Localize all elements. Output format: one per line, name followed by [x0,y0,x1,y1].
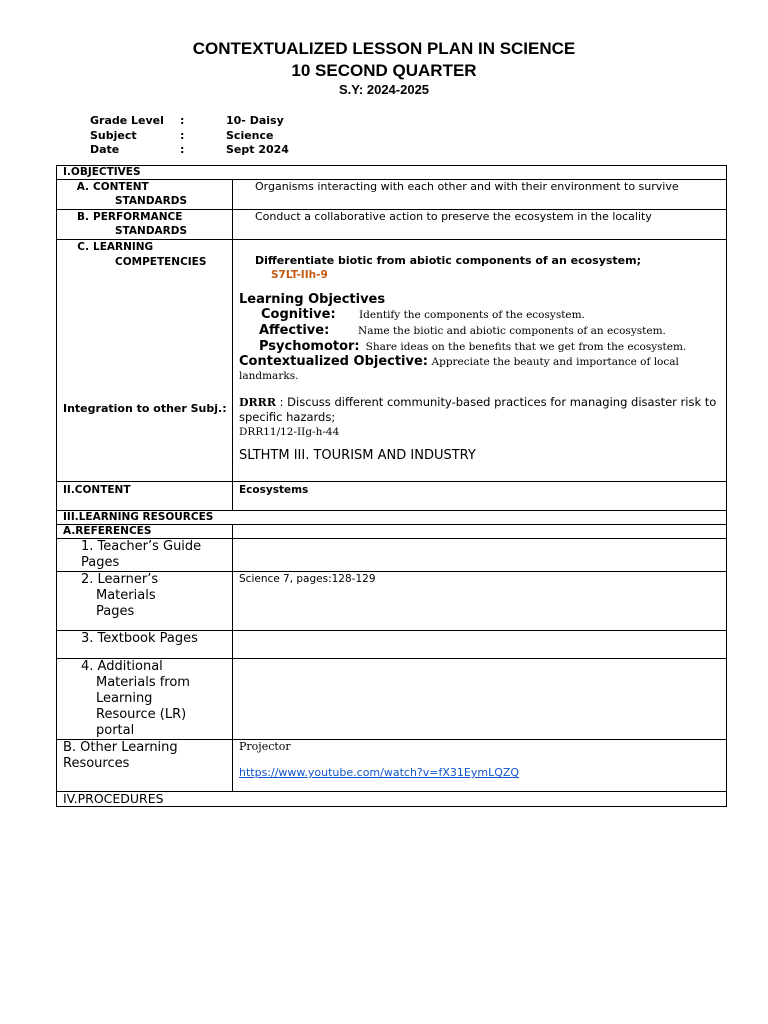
cognitive-value: Identify the components of the ecosystem. [359,309,585,321]
objectives-section-row [57,166,727,180]
meta-subject [90,129,289,144]
youtube-link[interactable]: https://www.youtube.com/watch?v=fX31EymLQZQ [239,766,520,779]
label-line: 1. Teacher’s Guide [81,539,202,554]
textbook-label: 3. Textbook Pages [57,631,233,659]
content-standards-value: Organisms interacting with each other and with their environment to survive [233,180,727,210]
additional-materials-row [57,659,727,740]
drrr-integration [239,395,720,425]
content-heading: II.CONTENT [57,482,233,511]
item-number: B. [77,211,89,223]
learners-materials-label [57,572,233,631]
textbook-row [57,631,727,659]
meta-label: Date [90,143,120,156]
psychomotor-value: Share ideas on the benefits that we get from the ecosystem. [365,341,687,353]
teachers-guide-value [233,539,727,572]
references-row [57,525,727,539]
other-resources-label [57,740,233,792]
label-line: Resource (LR) [96,707,187,722]
procedures-heading: IV.PROCEDURES [57,792,727,807]
performance-standards-row [57,210,727,240]
additional-materials-value [233,659,727,740]
school-year: S.Y: 2024-2025 [338,82,430,97]
lesson-plan-table [56,165,727,807]
content-standards-row [57,180,727,210]
label-line: STANDARDS [115,225,188,237]
teachers-guide-row [57,539,727,572]
drrr-label: DRRR [239,396,276,409]
projector-text: Projector [239,740,291,753]
textbook-value [233,631,727,659]
label-line: 2. Learner’s [81,572,159,587]
label-line: COMPETENCIES [115,256,207,268]
content-row [57,482,727,511]
competency-text: Differentiate biotic from abiotic components of an ecosystem; [255,254,641,267]
affective-value: Name the biotic and abiotic components of an ecosystem. [358,325,666,337]
procedures-section-row [57,792,727,807]
meta-colon: : [180,128,185,142]
label-line: STANDARDS [115,195,188,207]
objectives-heading: I.OBJECTIVES [57,166,727,180]
learning-objectives-heading: Learning Objectives [239,292,386,307]
meta-value: 10- Daisy [226,114,284,127]
resources-heading: III.LEARNING RESOURCES [57,511,727,525]
label-line: portal [96,723,135,738]
teachers-guide-label [57,539,233,572]
document-title: CONTEXTUALIZED LESSON PLAN IN SCIENCE [192,39,576,58]
label-line: Materials from [96,675,190,690]
performance-standards-label [57,210,233,240]
learning-competencies-value [233,240,727,482]
competency-code: S7LT-IIh-9 [271,269,328,281]
learners-materials-value: Science 7, pages:128-129 [233,572,727,631]
learning-competencies-row [57,240,727,482]
lesson-meta [90,114,289,158]
content-value: Ecosystems [233,482,727,511]
label-line: PERFORMANCE [93,211,183,223]
content-standards-label [57,180,233,210]
additional-materials-label [57,659,233,740]
meta-colon: : [180,114,185,127]
document-subtitle: 10 SECOND QUARTER [291,61,477,80]
label-line: CONTENT [93,181,149,193]
cognitive-label: Cognitive: [261,307,336,322]
learners-materials-row [57,572,727,631]
slthtm-integration: SLTHTM III. TOURISM AND INDUSTRY [239,448,476,463]
references-heading: A.REFERENCES [57,525,233,539]
affective-label: Affective: [259,323,330,338]
label-line: Pages [81,555,120,570]
label-line: Learning [96,691,153,706]
contextualized-label: Contextualized Objective: [239,354,429,369]
meta-value: Sept 2024 [226,143,289,156]
meta-grade-level [90,114,289,129]
other-resources-row [57,740,727,792]
label-line: 4. Additional [81,659,163,674]
other-resources-value [233,740,727,792]
meta-value: Science [226,128,274,142]
learning-competencies-label [57,240,233,482]
psychomotor-objective [239,339,720,355]
label-line: B. Other Learning [63,740,178,755]
contextualized-value: Appreciate the beauty and importance of local landmarks. [239,356,679,382]
label-line: Materials [96,588,156,603]
drrr-code: DRR11/12-IIg-h-44 [239,426,340,438]
document-header [0,38,768,98]
label-line: Resources [63,756,130,771]
meta-label: Grade Level [90,114,164,127]
item-number: C. [77,241,89,253]
resources-section-row [57,511,727,525]
references-value [233,525,727,539]
cognitive-objective [239,307,720,323]
label-line: LEARNING [93,241,154,253]
affective-objective [239,323,720,339]
contextualized-objective [239,355,720,383]
item-number: A. [76,181,89,193]
meta-label: Subject [90,128,137,142]
integration-label: Integration to other Subj.: [63,402,227,415]
drrr-value: : Discuss different community-based practices for managing disaster risk to specific hazards; [239,395,717,424]
meta-colon: : [180,143,185,156]
psychomotor-label: Psychomotor: [259,339,360,354]
meta-date [90,143,289,158]
performance-standards-value: Conduct a collaborative action to preserve the ecosystem in the locality [233,210,727,240]
label-line: Pages [96,604,135,619]
